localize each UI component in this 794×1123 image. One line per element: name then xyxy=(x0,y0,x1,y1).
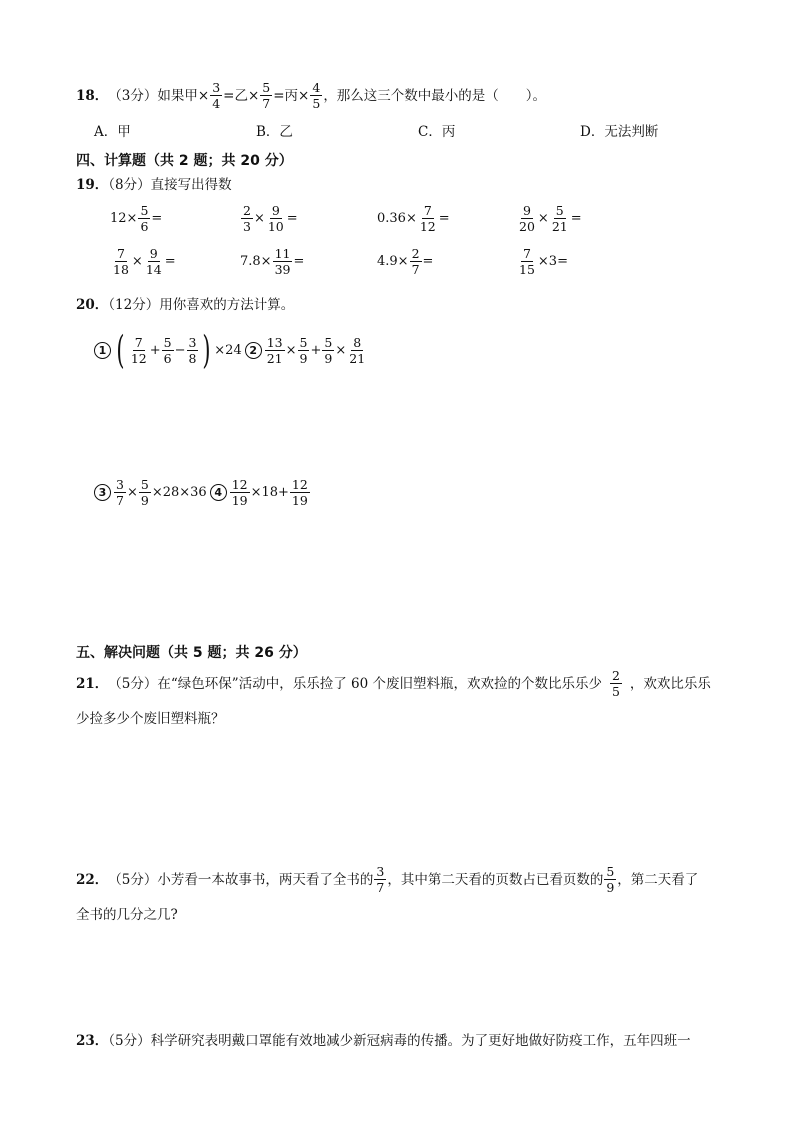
question-text: ，那么这三个数中最小的是（ ）。 xyxy=(323,87,547,104)
question-score: （5分） xyxy=(108,871,158,888)
question-21-line2: 少捡多少个废旧塑料瓶？ xyxy=(76,711,225,727)
question-number: 22． xyxy=(76,871,109,888)
question-number: 19． xyxy=(76,177,109,193)
question-score: （5分） xyxy=(108,675,158,692)
circled-number: 3 xyxy=(94,484,111,501)
question-23 xyxy=(76,1032,691,1050)
question-text: =丙× xyxy=(273,87,310,104)
question-22-line2: 全书的几分之几? xyxy=(76,907,178,923)
option-b[interactable]: B．乙 xyxy=(256,124,293,140)
calc-item: $\frac{7}{15}$ ×3= xyxy=(519,246,568,277)
question-text: ，第二天看了 xyxy=(617,871,699,888)
question-text: 在“绿色环保”活动中，乐乐捡了 60 个废旧塑料瓶，欢欢捡的个数比乐乐少 xyxy=(157,675,602,692)
expression-3-4: 3 $\frac{3}{7}$ × $\frac{5}{9}$ ×28×36 4 $\frac{12}{19}$ ×18+ $\frac{12}{19}$ xyxy=(94,477,311,508)
question-text: ，其中第二天看的页数占已看页数的 xyxy=(387,871,604,888)
question-number: 23． xyxy=(76,1033,109,1049)
question-number: 21． xyxy=(76,675,109,692)
question-text: 用你喜欢的方法计算。 xyxy=(159,297,295,313)
calc-item: 0.36× $\frac{7}{12}$ = xyxy=(377,203,450,234)
question-number: 20． xyxy=(76,297,109,313)
section-title: 四、计算题（共 2 题；共 20 分） xyxy=(76,153,293,169)
calc-item: 7.8× $\frac{11}{39}$ = xyxy=(240,246,305,277)
question-22 xyxy=(76,864,698,895)
fraction: $\frac{3}{4}$ xyxy=(212,80,221,111)
section-title: 五、解决问题（共 5 题；共 26 分） xyxy=(76,645,307,661)
calc-item: 12× $\frac{5}{6}$ = xyxy=(110,203,163,234)
question-text: 小芳看一本故事书，两天看了全书的 xyxy=(157,871,374,888)
calc-item: $\frac{7}{18}$ × $\frac{9}{14}$ = xyxy=(113,246,176,277)
question-text: 如果甲× xyxy=(157,87,210,104)
calc-item: $\frac{9}{20}$ × $\frac{5}{21}$ = xyxy=(519,203,582,234)
question-score: （3分） xyxy=(108,87,158,104)
question-19 xyxy=(76,176,232,194)
circled-number: 2 xyxy=(245,342,262,359)
question-text: =乙× xyxy=(223,87,260,104)
question-20 xyxy=(76,296,294,314)
fraction: $\frac{2}{5}$ xyxy=(611,668,620,699)
expression-1-2: 1 ( $\frac{7}{12}$ + $\frac{5}{6}$ − $\frac{3}{8}$ ) ×24 2 $\frac{13}{21}$ × $\frac{5}{9}$ + $\frac{5}{9}$ × $\frac{8}{21}$ xyxy=(94,330,368,370)
option-a[interactable]: A．甲 xyxy=(94,124,131,140)
circled-number: 1 xyxy=(94,342,111,359)
question-18 xyxy=(76,80,546,111)
question-text: ，欢欢比乐乐 xyxy=(629,675,711,692)
calc-item: $\frac{2}{3}$ × $\frac{9}{10}$ = xyxy=(243,203,298,234)
calc-item: 4.9× $\frac{2}{7}$ = xyxy=(377,246,434,277)
option-d[interactable]: D．无法判断 xyxy=(580,124,659,140)
fraction: $\frac{3}{7}$ xyxy=(376,864,385,895)
question-number: 18． xyxy=(76,87,109,104)
fraction: $\frac{5}{7}$ xyxy=(262,80,271,111)
option-c[interactable]: C．丙 xyxy=(418,124,456,140)
fraction: $\frac{5}{9}$ xyxy=(606,864,615,895)
fraction: $\frac{4}{5}$ xyxy=(312,80,321,111)
question-text: 直接写出得数 xyxy=(150,177,232,193)
question-score: （8分） xyxy=(108,177,151,193)
circled-number: 4 xyxy=(210,484,227,501)
question-21 xyxy=(76,668,711,699)
question-score: （12分） xyxy=(108,297,160,313)
question-score: （5分） xyxy=(108,1033,151,1049)
question-text: 科学研究表明戴口罩能有效地减少新冠病毒的传播。为了更好地做好防疫工作，五年四班一 xyxy=(150,1033,691,1049)
